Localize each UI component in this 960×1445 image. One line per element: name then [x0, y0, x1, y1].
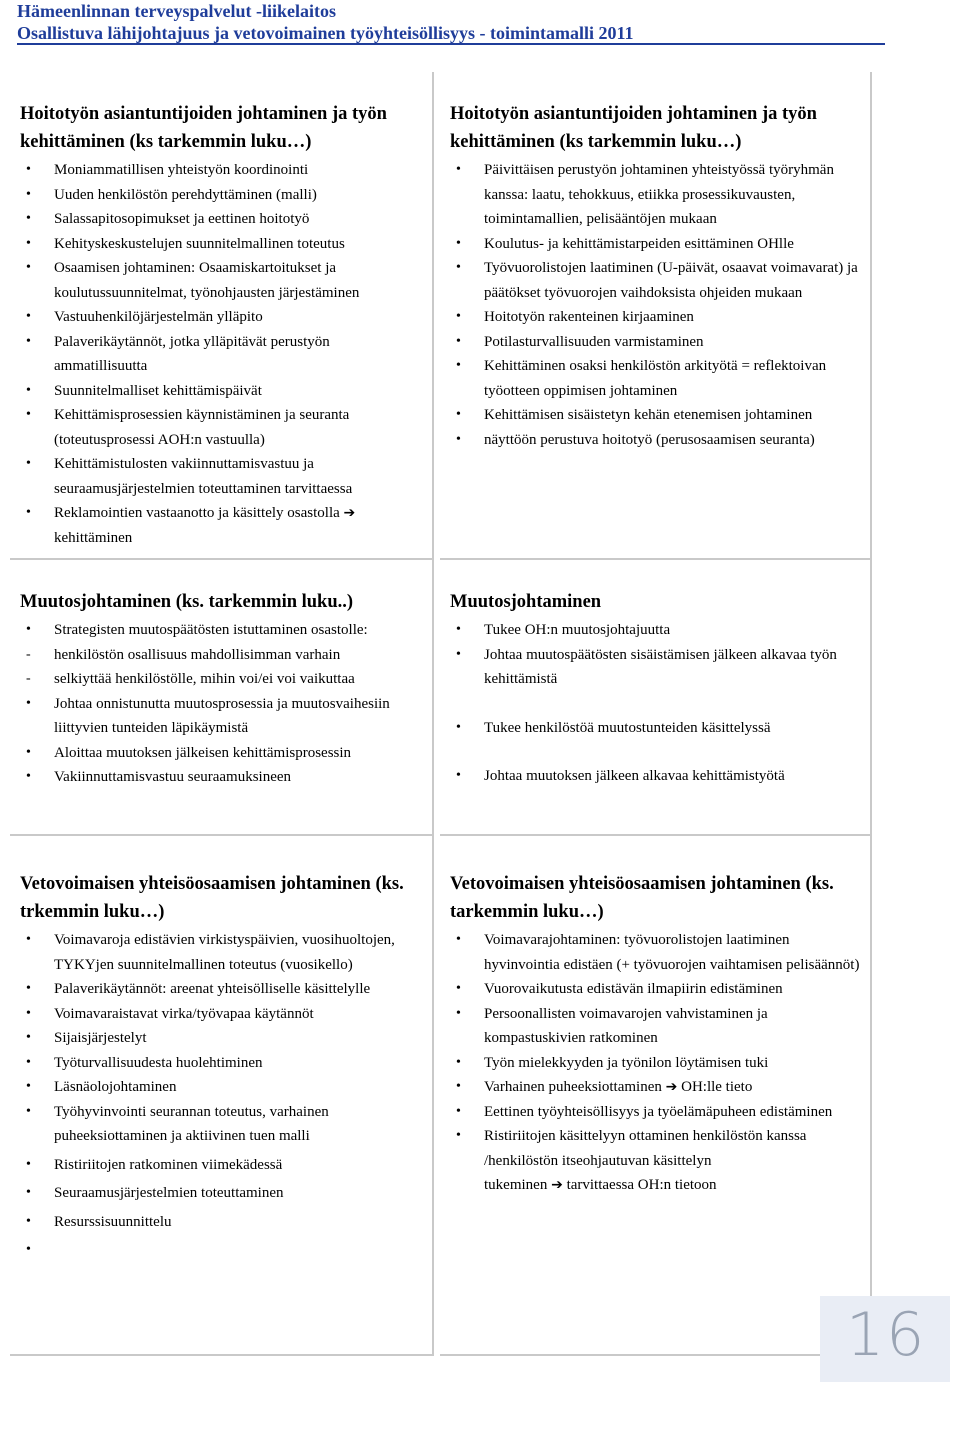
- list-item: • Palaverikäytännöt, jotka ylläpitävät perustyön ammatillisuutta: [26, 333, 330, 374]
- list-item: • Vakiinnuttamisvastuu seuraamuksineen: [26, 769, 292, 785]
- box-community-competence-right: [440, 836, 872, 1356]
- list-item: • Suunnitelmalliset kehittämispäivät: [26, 382, 262, 399]
- header-model-title: Osallistuva lähijohtajuus ja vetovoimainen työyhteisöllisyys - toimintamalli 2011: [17, 23, 634, 43]
- list-item: • Kehittämistulosten vakiinnuttamisvastuu ja seuraamusjärjestelmien toteuttaminen tarvittaessa: [26, 456, 353, 497]
- list-item: • Persoonallisten voimavarojen vahvistaminen ja kompastuskivien ratkominen: [456, 1005, 768, 1046]
- list-item: • Työturvallisuudesta huolehtiminen: [26, 1054, 263, 1071]
- list-item: • Seuraamusjärjestelmien toteuttaminen: [26, 1185, 284, 1201]
- list-item: • Kehittämisen sisäistetyn kehän etenemisen johtaminen: [456, 407, 813, 423]
- list-item: • Kehittäminen osaksi henkilöstön arkityötä = reflektoivan työotteen oppimisen johtaminen: [456, 358, 827, 399]
- list-item: • Potilasturvallisuuden varmistaminen: [456, 333, 704, 350]
- bullet-list: [20, 928, 422, 1263]
- bullet-list: [450, 928, 860, 1198]
- list-item: • Johtaa onnistunutta muutosprosessia ja muutosvaihesiin liittyvien tunteiden läpikäymistä: [26, 695, 390, 736]
- bullet-list: [450, 618, 860, 789]
- list-item: • Tukee henkilöstöä muutostunteiden käsittelyssä: [456, 719, 771, 736]
- list-item: • Tukee OH:n muutosjohtajuutta: [456, 622, 671, 638]
- box-title: Hoitotyön asiantuntijoiden johtaminen ja työn kehittäminen (ks tarkemmin luku…): [20, 104, 387, 152]
- list-item: • Reklamointien vastaanotto ja käsittely osastolla ➔ kehittäminen: [26, 505, 356, 546]
- right-arrow-icon: ➔: [343, 505, 356, 521]
- list-item: • Hoitotyön rakenteinen kirjaaminen: [456, 309, 694, 325]
- list-item: • Aloittaa muutoksen jälkeisen kehittämisprosessin: [26, 744, 352, 761]
- list-item: • Voimavaraistavat virka/työvapaa käytännöt: [26, 1005, 314, 1022]
- box-expert-management-right: [440, 72, 872, 560]
- list-item: • Päivittäisen perustyön johtaminen yhteistyössä työryhmän kanssa: laatu, tehokkuus, etiikka prosessikuvausten, toimintamallien, pelisääntöjen mukaan: [456, 162, 834, 227]
- box-title: Hoitotyön asiantuntijoiden johtaminen ja työn kehittäminen (ks tarkemmin luku…): [450, 104, 817, 152]
- list-item: • Osaamisen johtaminen: Osaamiskartoitukset ja koulutussuunnitelmat, työnohjausten järjestäminen: [26, 260, 360, 301]
- page-number: 16: [846, 1300, 927, 1370]
- list-item: • Työn mielekkyyden ja työnilon löytämisen tuki: [456, 1054, 769, 1071]
- list-item: • Strategisten muutospäätösten istuttaminen osastolle:: [26, 622, 368, 638]
- box-title: Vetovoimaisen yhteisöosaamisen johtaminen (ks. tarkemmin luku…): [450, 874, 834, 922]
- box-community-competence-left: [10, 836, 434, 1356]
- box-change-management-left: [10, 560, 434, 836]
- box-change-management-right: [440, 560, 872, 836]
- list-item: • Salassapitosopimukset ja eettinen hoitotyö: [26, 211, 310, 227]
- right-arrow-icon: ➔: [665, 1079, 678, 1095]
- list-item: • Sijaisjärjestelyt: [26, 1030, 147, 1046]
- list-item: • näyttöön perustuva hoitotyö (perusosaamisen seuranta): [456, 431, 815, 448]
- bullet-list: [450, 158, 860, 452]
- list-item: • Ristiriitojen käsittelyyn ottaminen henkilöstön kanssa /henkilöstön itseohjautuvan käsittelyn tukeminen ➔ tarvittaessa OH:n tietoon: [456, 1128, 807, 1193]
- list-item: • Voimavarajohtaminen: työvuorolistojen laatiminen hyvinvointia edistäen (+ työvuorojen vaihtamisen pelisäännöt): [456, 932, 860, 973]
- header-rule: [17, 43, 885, 45]
- document-header: [17, 0, 885, 44]
- list-item: • Eettinen työyhteisöllisyys ja työelämäpuheen edistäminen: [456, 1103, 833, 1120]
- list-item: • Resurssisuunnittelu: [26, 1213, 172, 1230]
- list-item: • Läsnäolojohtaminen: [26, 1079, 177, 1095]
- header-organization: Hämeenlinnan terveyspalvelut -liikelaitos: [17, 1, 336, 21]
- list-item: • Vastuuhenkilöjärjestelmän ylläpito: [26, 309, 263, 325]
- list-item: • Johtaa muutospäätösten sisäistämisen jälkeen alkavaa työn kehittämistä: [456, 646, 837, 687]
- list-item: • Uuden henkilöstön perehdyttäminen (malli): [26, 186, 317, 203]
- list-item: - henkilöstön osallisuus mahdollisimman varhain: [26, 646, 341, 663]
- list-item: • Moniammatillisen yhteistyön koordinointi: [26, 162, 309, 178]
- list-item: • Johtaa muutoksen jälkeen alkavaa kehittämistyötä: [456, 768, 785, 784]
- right-arrow-icon: ➔: [551, 1177, 563, 1193]
- list-item: • Työhyvinvointi seurannan toteutus, varhainen puheeksiottaminen ja aktiivinen tuen malli: [26, 1103, 329, 1144]
- list-item: • Kehittämisprosessien käynnistäminen ja seuranta (toteutusprosessi AOH:n vastuulla): [26, 407, 350, 448]
- box-title: Muutosjohtaminen: [450, 592, 602, 612]
- list-item: • Työvuorolistojen laatiminen (U-päivät, osaavat voimavarat) ja päätökset työvuorojen vaihdoksista ohjeiden mukaan: [456, 260, 858, 301]
- list-item: • Vuorovaikutusta edistävän ilmapiirin edistäminen: [456, 981, 783, 997]
- list-item: - selkiyttää henkilöstölle, mihin voi/ei voi vaikuttaa: [26, 671, 355, 687]
- list-item: •: [26, 1242, 31, 1257]
- box-expert-management-left: [10, 72, 434, 560]
- list-item: • Voimavaroja edistävien virkistyspäivien, vuosihuoltojen, TYKYjen suunnitelmallinen toteutus (vuosikello): [26, 932, 395, 973]
- bullet-list: [20, 618, 422, 790]
- list-item: • Ristiriitojen ratkominen viimekädessä: [26, 1156, 283, 1173]
- list-item: • Varhainen puheeksiottaminen ➔ OH:lle tieto: [456, 1079, 753, 1095]
- list-item: • Kehityskeskustelujen suunnitelmallinen toteutus: [26, 235, 345, 252]
- list-item: • Koulutus- ja kehittämistarpeiden esittäminen OHlle: [456, 235, 794, 252]
- box-title: Vetovoimaisen yhteisöosaamisen johtaminen (ks. trkemmin luku…): [20, 874, 404, 922]
- box-title: Muutosjohtaminen (ks. tarkemmin luku..): [20, 592, 354, 612]
- bullet-list: [20, 158, 422, 550]
- list-item: • Palaverikäytännöt: areenat yhteisölliselle käsittelylle: [26, 981, 371, 997]
